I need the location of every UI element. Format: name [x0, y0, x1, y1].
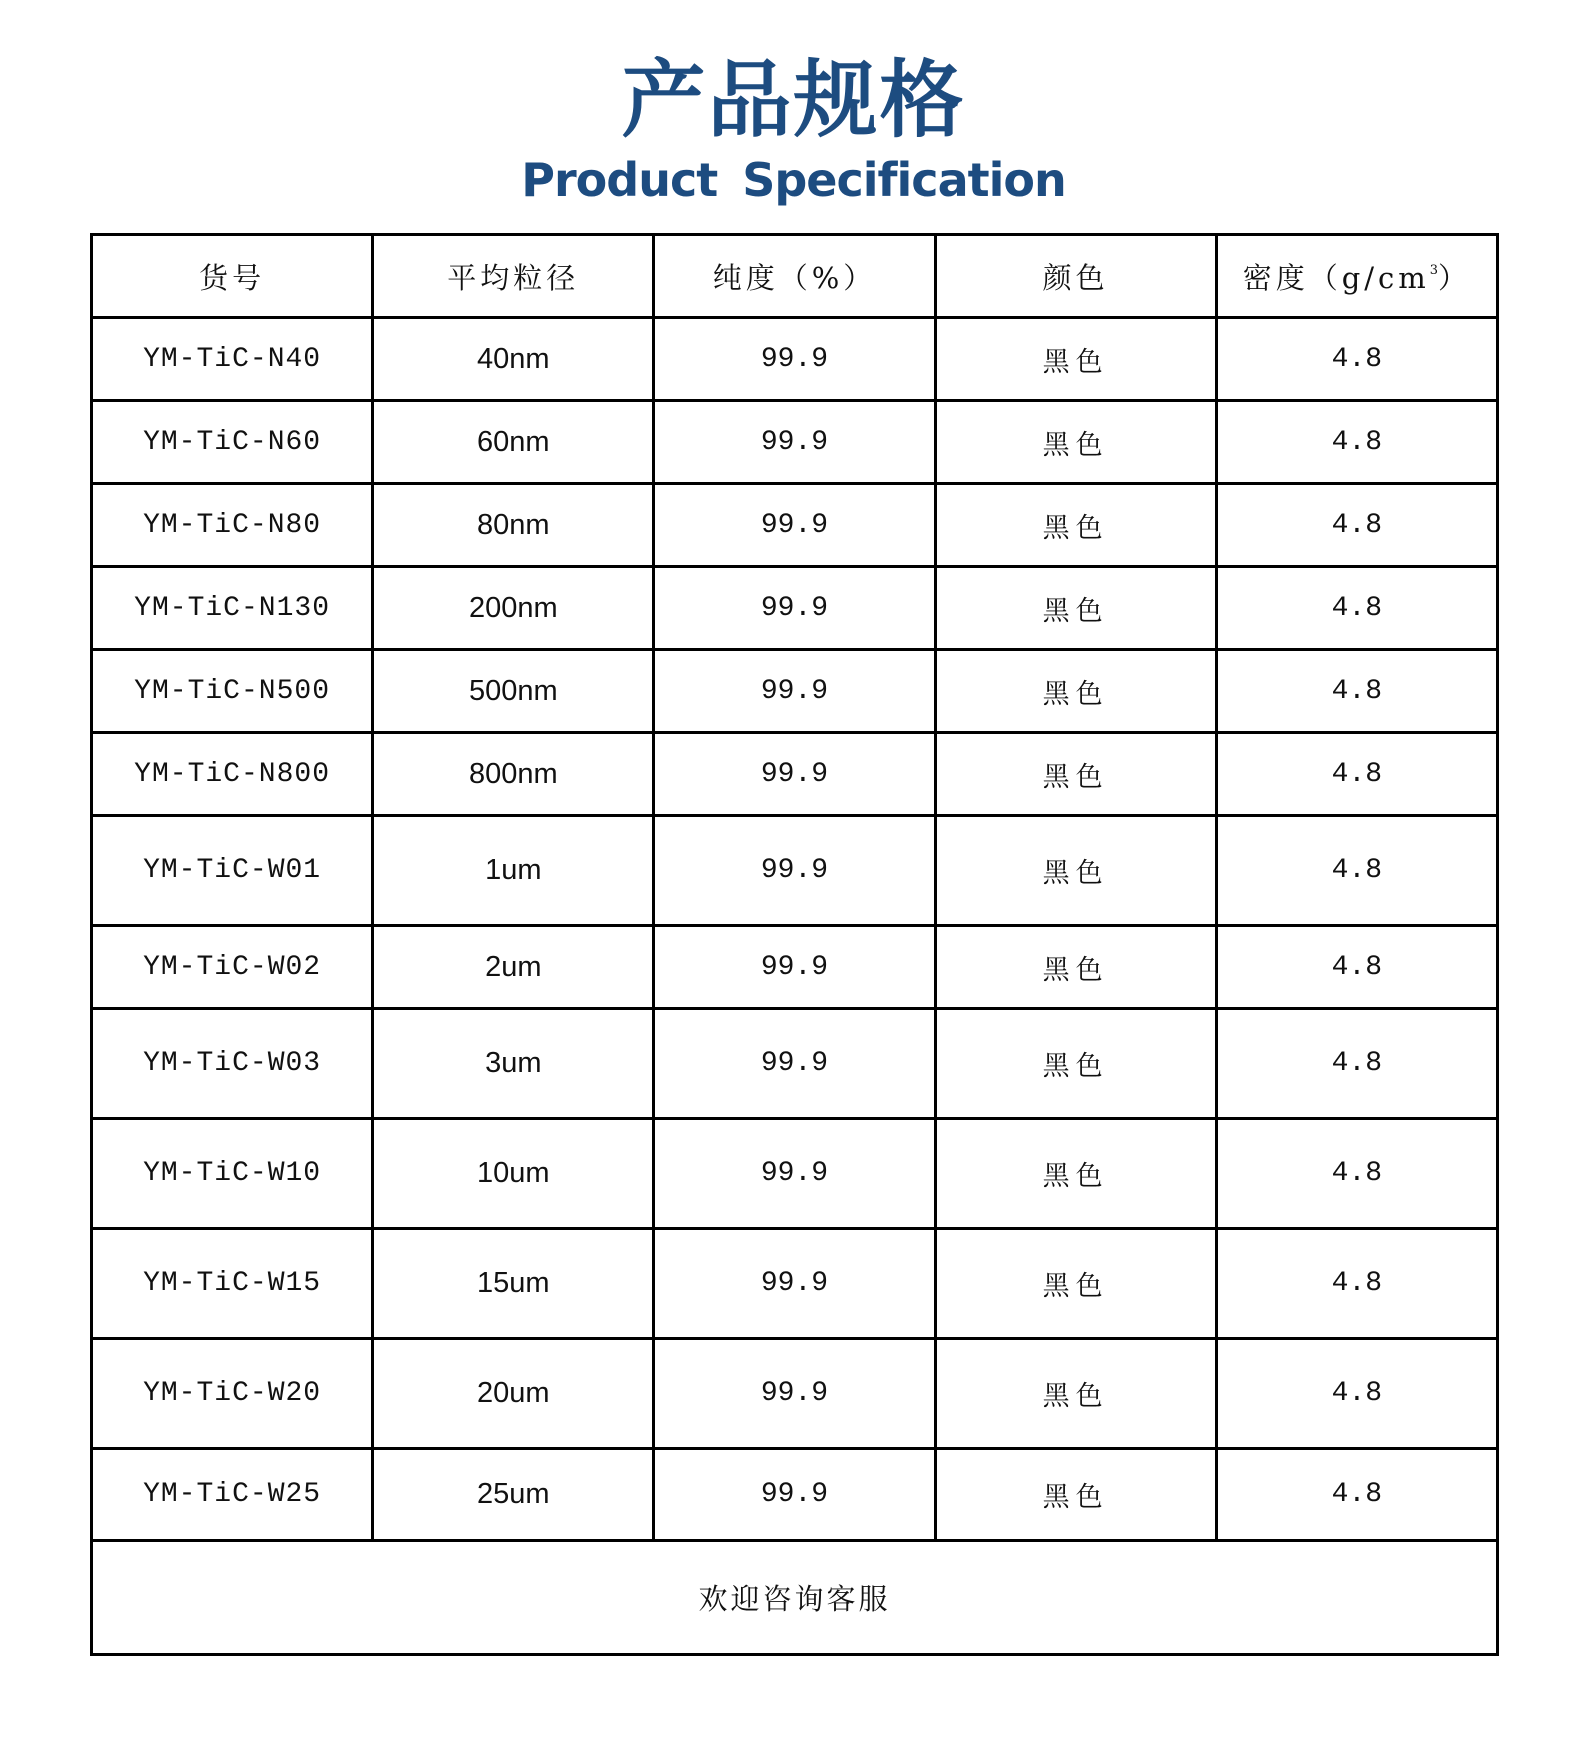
color-cell: 黑色 — [935, 567, 1216, 650]
purity-cell: 99.9 — [654, 401, 935, 484]
particle-size-cell: 1um — [373, 816, 654, 926]
purity-cell: 99.9 — [654, 318, 935, 401]
color-cell: 黑色 — [935, 1119, 1216, 1229]
purity-cell: 99.9 — [654, 1339, 935, 1449]
column-header-density — [1216, 235, 1497, 318]
table-row — [92, 733, 1498, 816]
color-cell: 黑色 — [935, 926, 1216, 1009]
table-row — [92, 318, 1498, 401]
color-cell: 黑色 — [935, 733, 1216, 816]
column-header-sku: 货号 — [92, 235, 373, 318]
density-label-suffix: ） — [1438, 260, 1472, 295]
density-cell: 4.8 — [1216, 816, 1497, 926]
table-footer-row — [92, 1541, 1498, 1655]
particle-size-cell: 200nm — [373, 567, 654, 650]
density-cell: 4.8 — [1216, 1449, 1497, 1541]
sku-cell: YM-TiC-W15 — [92, 1229, 373, 1339]
column-header-particle-size: 平均粒径 — [373, 235, 654, 318]
color-cell: 黑色 — [935, 401, 1216, 484]
table-row — [92, 1229, 1498, 1339]
sku-cell: YM-TiC-W02 — [92, 926, 373, 1009]
sku-cell: YM-TiC-N60 — [92, 401, 373, 484]
density-cell: 4.8 — [1216, 1339, 1497, 1449]
sku-cell: YM-TiC-N800 — [92, 733, 373, 816]
particle-size-cell: 20um — [373, 1339, 654, 1449]
purity-cell: 99.9 — [654, 567, 935, 650]
density-cell: 4.8 — [1216, 1229, 1497, 1339]
density-cell: 4.8 — [1216, 318, 1497, 401]
table-row — [92, 926, 1498, 1009]
sku-cell: YM-TiC-W10 — [92, 1119, 373, 1229]
density-cell: 4.8 — [1216, 1009, 1497, 1119]
page-subtitle: Product Specification — [521, 153, 1066, 207]
sku-cell: YM-TiC-N40 — [92, 318, 373, 401]
purity-cell: 99.9 — [654, 1229, 935, 1339]
particle-size-cell: 60nm — [373, 401, 654, 484]
density-cell: 4.8 — [1216, 484, 1497, 567]
contact-customer-service-note: 欢迎咨询客服 — [92, 1541, 1498, 1655]
density-cell: 4.8 — [1216, 650, 1497, 733]
particle-size-cell: 40nm — [373, 318, 654, 401]
particle-size-cell: 15um — [373, 1229, 654, 1339]
particle-size-cell: 25um — [373, 1449, 654, 1541]
particle-size-cell: 80nm — [373, 484, 654, 567]
density-cell: 4.8 — [1216, 733, 1497, 816]
table-body — [92, 318, 1498, 1655]
purity-cell: 99.9 — [654, 733, 935, 816]
sku-cell: YM-TiC-N130 — [92, 567, 373, 650]
particle-size-cell: 800nm — [373, 733, 654, 816]
table-row — [92, 401, 1498, 484]
sku-cell: YM-TiC-W03 — [92, 1009, 373, 1119]
color-cell: 黑色 — [935, 650, 1216, 733]
purity-cell: 99.9 — [654, 650, 935, 733]
column-header-color: 颜色 — [935, 235, 1216, 318]
table-row — [92, 567, 1498, 650]
table-row — [92, 1009, 1498, 1119]
purity-cell: 99.9 — [654, 1009, 935, 1119]
particle-size-cell: 10um — [373, 1119, 654, 1229]
purity-cell: 99.9 — [654, 1449, 935, 1541]
color-cell: 黑色 — [935, 318, 1216, 401]
table-row — [92, 484, 1498, 567]
sku-cell: YM-TiC-W20 — [92, 1339, 373, 1449]
purity-cell: 99.9 — [654, 484, 935, 567]
sku-cell: YM-TiC-N80 — [92, 484, 373, 567]
color-cell: 黑色 — [935, 484, 1216, 567]
column-header-purity: 纯度（%） — [654, 235, 935, 318]
table-row — [92, 650, 1498, 733]
table-row — [92, 1449, 1498, 1541]
page-title: 产品规格 — [621, 51, 966, 149]
table-row — [92, 1339, 1498, 1449]
color-cell: 黑色 — [935, 1229, 1216, 1339]
table-header-row — [92, 235, 1498, 318]
color-cell: 黑色 — [935, 1339, 1216, 1449]
particle-size-cell: 500nm — [373, 650, 654, 733]
density-label: 密度（g/cm — [1242, 260, 1430, 295]
density-unit-superscript: 3 — [1429, 262, 1439, 278]
density-cell: 4.8 — [1216, 401, 1497, 484]
sku-cell: YM-TiC-W01 — [92, 816, 373, 926]
table-row — [92, 1119, 1498, 1229]
product-spec-table — [90, 233, 1499, 1656]
density-cell: 4.8 — [1216, 1119, 1497, 1229]
purity-cell: 99.9 — [654, 926, 935, 1009]
sku-cell: YM-TiC-N500 — [92, 650, 373, 733]
sku-cell: YM-TiC-W25 — [92, 1449, 373, 1541]
purity-cell: 99.9 — [654, 816, 935, 926]
particle-size-cell: 2um — [373, 926, 654, 1009]
color-cell: 黑色 — [935, 1449, 1216, 1541]
color-cell: 黑色 — [935, 1009, 1216, 1119]
table-row — [92, 816, 1498, 926]
color-cell: 黑色 — [935, 816, 1216, 926]
particle-size-cell: 3um — [373, 1009, 654, 1119]
density-cell: 4.8 — [1216, 926, 1497, 1009]
purity-cell: 99.9 — [654, 1119, 935, 1229]
density-cell: 4.8 — [1216, 567, 1497, 650]
